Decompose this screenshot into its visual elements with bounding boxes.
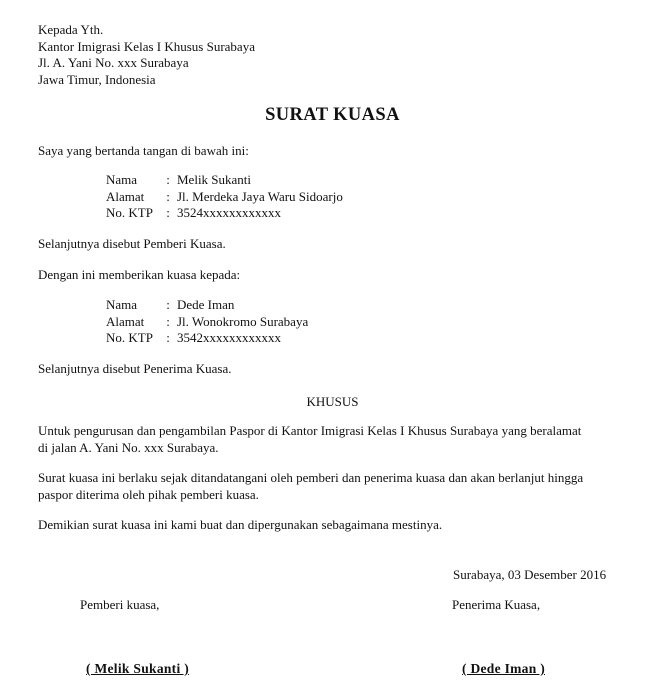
grant-intro-text: Dengan ini memberikan kuasa kepada:: [38, 267, 241, 282]
grantee-name: Dede Iman: [177, 297, 235, 312]
grantor-name-row: [106, 172, 343, 189]
grantor-address-label: Alamat: [106, 188, 145, 204]
validity-paragraph: [38, 470, 628, 503]
place-date: Surabaya, 03 Desember 2016: [453, 567, 607, 582]
recipient-address: [38, 22, 255, 88]
colon: :: [166, 330, 170, 345]
grantor-identity: [106, 172, 343, 222]
colon: :: [166, 297, 170, 312]
purpose-line-2: di jalan A. Yani No. xxx Surabaya.: [38, 439, 219, 455]
grantor-address-row: [106, 189, 343, 206]
grantee-name-label: Nama: [106, 297, 138, 312]
recipient-office: Kantor Imigrasi Kelas I Khusus Surabaya: [38, 38, 255, 54]
validity-line-1: Surat kuasa ini berlaku sejak ditandatangani oleh pemberi dan penerima kuasa dan akan berlanjut hingga: [38, 470, 584, 485]
grantee-signature-name: ( Dede Iman ): [462, 661, 546, 676]
colon: :: [166, 172, 170, 187]
grantor-name: Melik Sukanti: [177, 172, 252, 187]
colon: :: [166, 313, 170, 329]
purpose-paragraph: [38, 423, 628, 456]
closing-text: Demikian surat kuasa ini kami buat dan dipergunakan sebagaimana mestinya.: [38, 517, 443, 532]
grantor-name-label: Nama: [106, 172, 138, 187]
recipient-region: Jawa Timur, Indonesia: [38, 71, 156, 87]
grantee-note: Selanjutnya disebut Penerima Kuasa.: [38, 361, 232, 376]
grantee-ktp-row: [106, 330, 308, 347]
grantee-address-row: [106, 314, 308, 331]
recipient-greeting: Kepada Yth.: [38, 22, 104, 37]
grantor-signature-name: ( Melik Sukanti ): [86, 661, 189, 676]
grantor-signature-label: Pemberi kuasa,: [80, 597, 160, 612]
grantor-address: Jl. Merdeka Jaya Waru Sidoarjo: [177, 188, 343, 204]
grantee-signature-label: Penerima Kuasa,: [452, 597, 541, 612]
letter-title: SURAT KUASA: [265, 105, 400, 125]
grantee-name-row: [106, 297, 308, 314]
intro-text: Saya yang bertanda tangan di bawah ini:: [38, 143, 249, 158]
grantee-identity: [106, 297, 308, 347]
colon: :: [166, 188, 170, 204]
grantor-ktp: 3524xxxxxxxxxxxx: [177, 205, 281, 220]
grantor-ktp-row: [106, 205, 343, 222]
grantee-ktp-label: No. KTP: [106, 330, 153, 345]
grantor-ktp-label: No. KTP: [106, 205, 153, 220]
recipient-street: Jl. A. Yani No. xxx Surabaya: [38, 55, 189, 70]
grantee-ktp: 3542xxxxxxxxxxxx: [177, 330, 281, 345]
grantee-address: Jl. Wonokromo Surabaya: [177, 313, 309, 329]
grantee-address-label: Alamat: [106, 313, 145, 329]
validity-line-2: paspor diterima oleh pihak pemberi kuasa.: [38, 486, 259, 502]
special-heading: KHUSUS: [306, 394, 359, 409]
purpose-line-1: Untuk pengurusan dan pengambilan Paspor di Kantor Imigrasi Kelas I Khusus Surabaya yang beralamat: [38, 423, 582, 438]
colon: :: [166, 205, 170, 220]
grantor-note: Selanjutnya disebut Pemberi Kuasa.: [38, 236, 226, 251]
